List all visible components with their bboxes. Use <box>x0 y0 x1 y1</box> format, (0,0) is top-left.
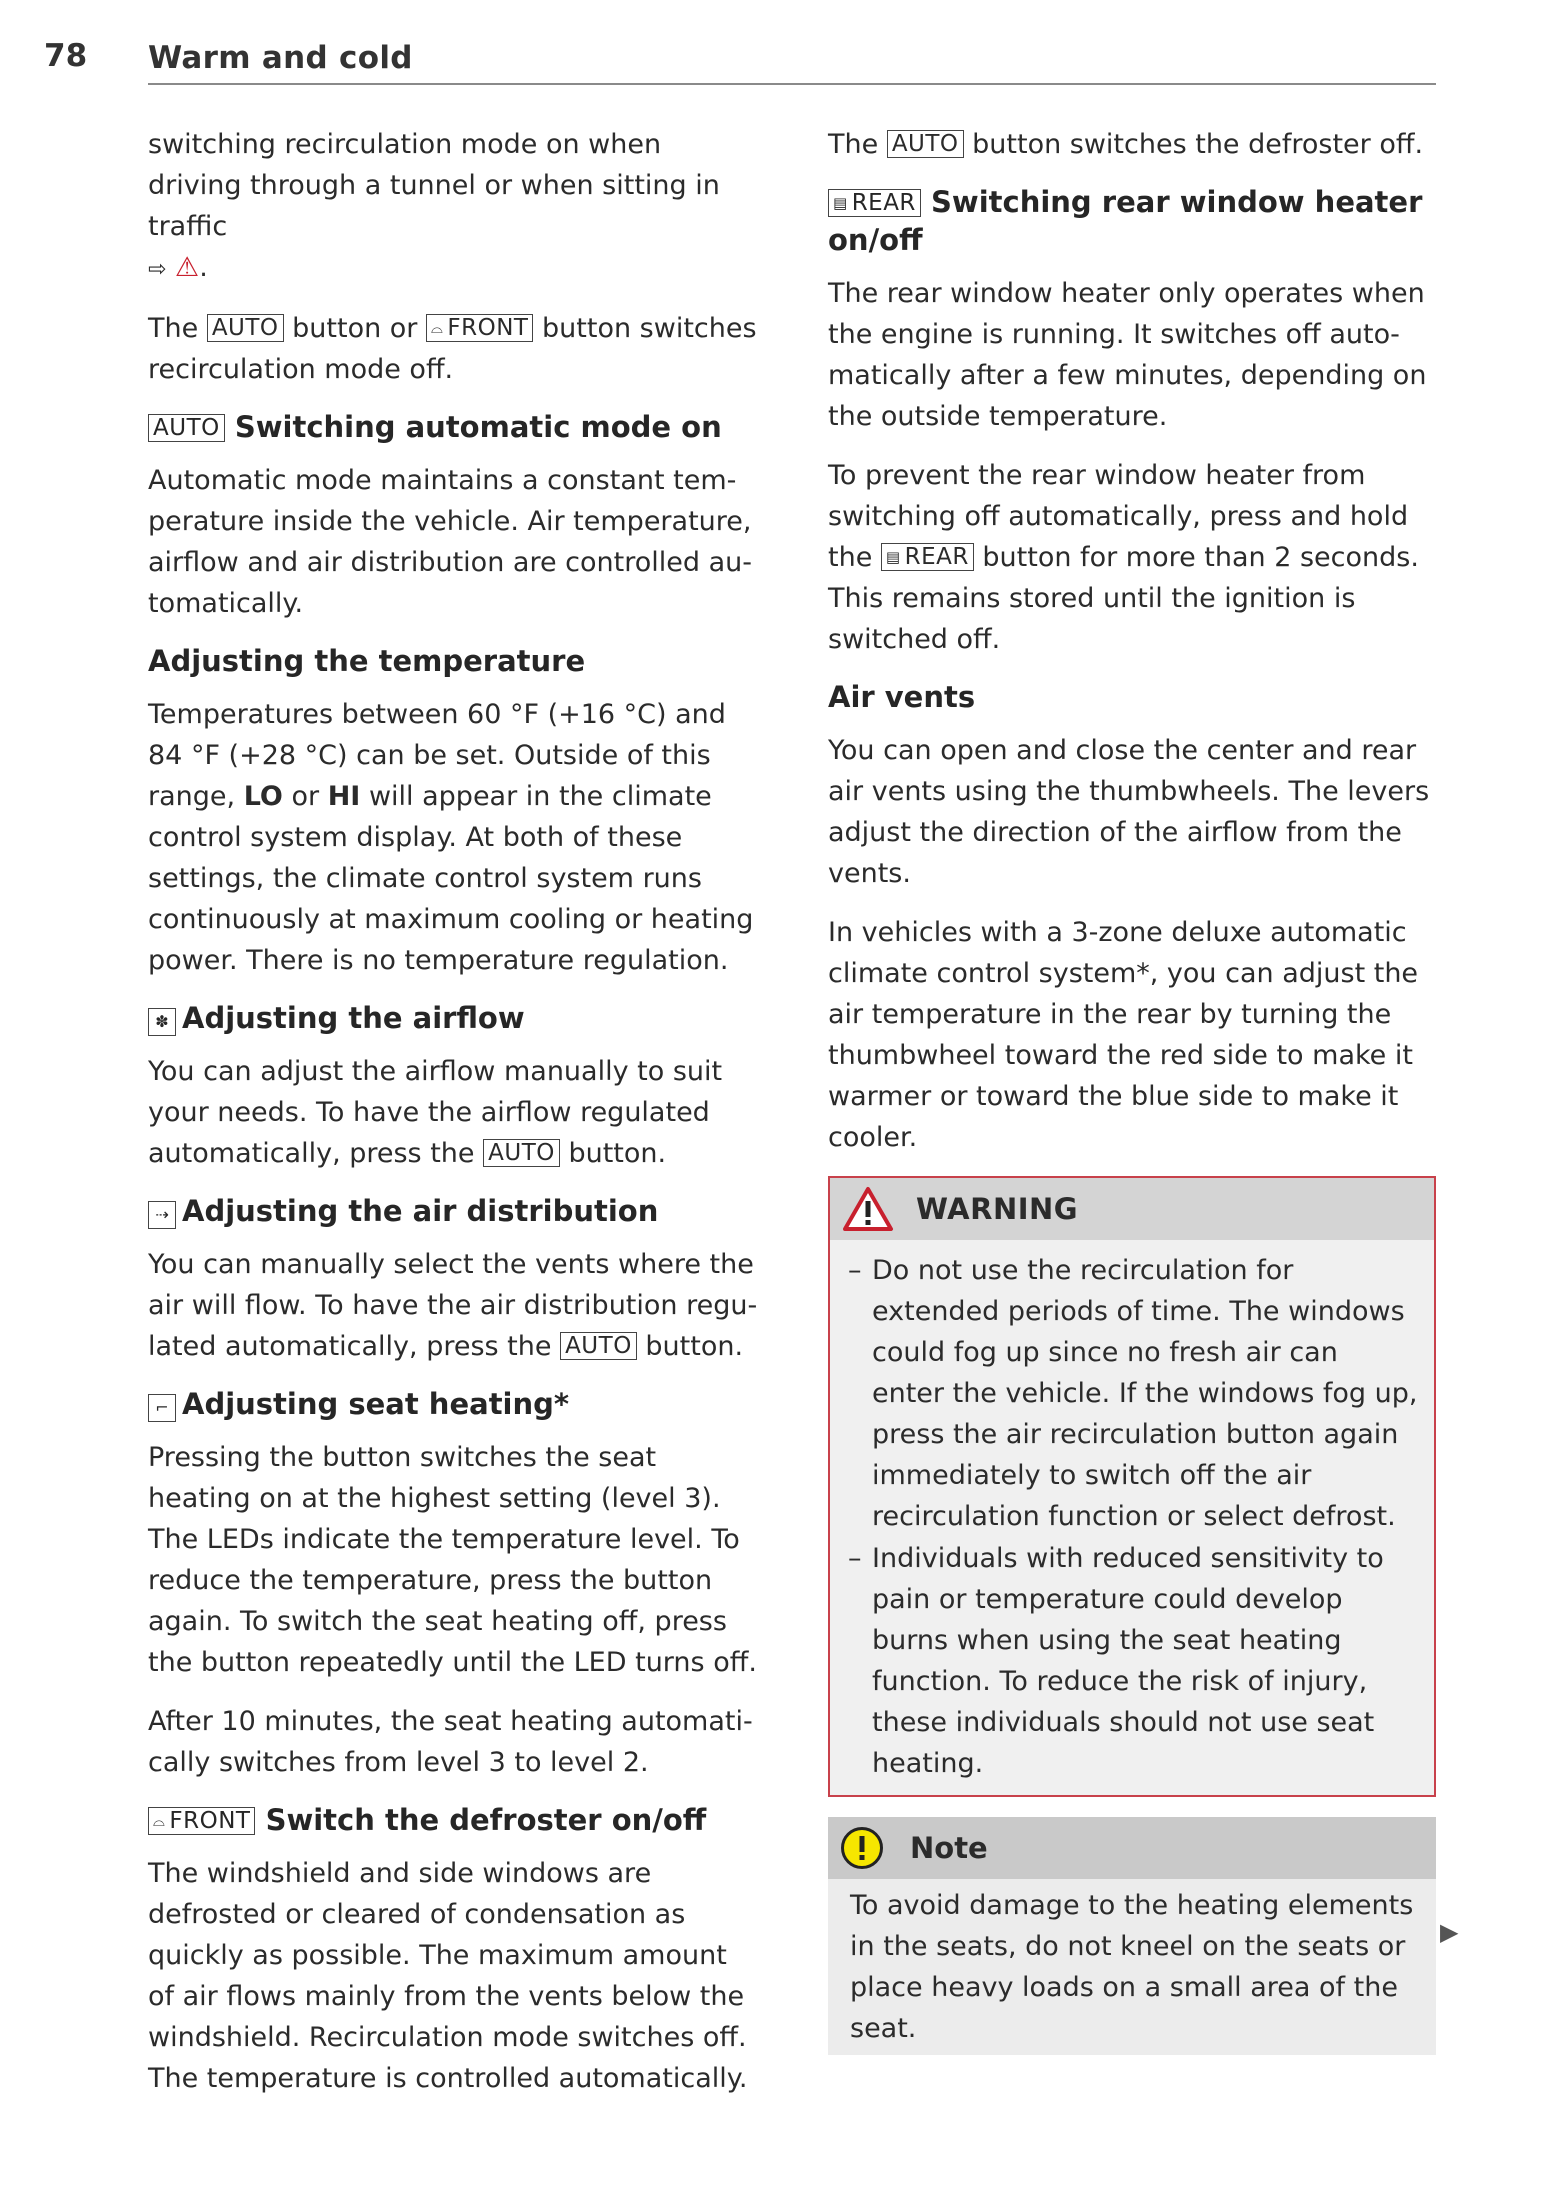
defrost-icon: ⌓ <box>153 1812 166 1830</box>
air-distribution-icon: ⇢ <box>148 1201 176 1229</box>
warning-triangle-icon <box>842 1186 894 1232</box>
heading-seat-heating: ⌐ Adjusting seat heating* <box>148 1385 758 1423</box>
rear-key-label: ▤ REAR <box>828 189 921 217</box>
warning-item: – Individuals with reduced sensitivity to pain or temperature could develop burns when using the seat heating function. To reduce the risk of injury, these individuals should not use seat heating. <box>848 1538 1418 1784</box>
seat-heating-icon: ⌐ <box>148 1394 176 1422</box>
warning-triangle-icon: ⚠ <box>175 252 200 283</box>
paragraph-air-distribution: You can manually select the vents where the air will flow. To have the air distribution regulated automatically, press the AUTO button. <box>148 1249 758 1362</box>
note-text: To avoid damage to the heating elements in the seats, do not kneel on the seats or place heavy loads on a small area of the seat. <box>850 1890 1414 2044</box>
front-key-label: ⌓ FRONT <box>426 314 533 342</box>
page-number: 78 <box>44 38 88 74</box>
paragraph-recirculation: switching recirculation mode on when driving through a tunnel or when sitting in traffic ⇨ ⚠. <box>148 129 720 283</box>
paragraph-seat-heating: Pressing the button switches the seat heating on at the highest setting (level 3). The LEDs indicate the temperature level. To reduce the temperature, press the button again. To switch the seat heating off, press the button repeatedly until the LED turns off. <box>148 1442 757 1678</box>
warning-box <box>828 1176 1436 1797</box>
rear-defrost-icon: ▤ <box>885 548 901 566</box>
paragraph-air-vents: You can open and close the center and rear air vents using the thumbwheels. The levers adjust the direction of the airflow from the vents. <box>828 735 1430 889</box>
auto-key-label: AUTO <box>148 414 225 442</box>
right-column <box>828 124 1436 2055</box>
paragraph-temperature: Temperatures between 60 °F (+16 °C) and 84 °F (+28 °C) can be set. Outside of this range, LO or HI will appear in the climate control system display. At both of these settings, the climate control system runs continuously at maximum cooling or heating power. There is no temperature regulation. <box>148 699 754 976</box>
warning-title: WARNING <box>916 1192 1079 1226</box>
heading-air-distribution: ⇢ Adjusting the air distribution <box>148 1192 758 1230</box>
auto-key-label: AUTO <box>887 130 964 158</box>
continue-arrow-icon: ▶ <box>1440 1918 1459 1946</box>
running-head: Warm and cold <box>148 40 413 76</box>
defrost-icon: ⌓ <box>431 319 444 337</box>
note-header <box>828 1817 1436 1879</box>
paragraph-defroster-off: The AUTO button switches the defroster off. <box>828 129 1424 160</box>
rear-key-label: ▤ REAR <box>881 543 974 571</box>
heading-airflow: ✽ Adjusting the airflow <box>148 999 758 1037</box>
paragraph-rear-heater-hold: To prevent the rear window heater from switching off automatically, press and hold the ▤ REAR button for more than 2 seconds. This remains stored until the ignition is switched off. <box>828 460 1419 655</box>
header-rule <box>148 83 1436 85</box>
warning-body <box>830 1240 1434 1795</box>
fan-icon: ✽ <box>148 1008 176 1036</box>
paragraph-airflow: You can adjust the airflow manually to suit your needs. To have the airflow regulated automatically, press the AUTO button. <box>148 1056 723 1169</box>
left-column <box>148 124 758 2117</box>
note-title: Note <box>910 1831 988 1865</box>
warning-item: – Do not use the recirculation for extended periods of time. The windows could fog up since no fresh air can enter the vehicle. If the windows fog up, press the air recirculation button again immediately to switch off the air recirculation function or select defrost. <box>848 1250 1418 1537</box>
auto-key-label: AUTO <box>560 1332 637 1360</box>
exclamation-circle-icon <box>840 1826 884 1870</box>
heading-automatic-mode: AUTO Switching automatic mode on <box>148 408 758 446</box>
paragraph-3-zone: In vehicles with a 3-zone deluxe automatic climate control system*, you can adjust the air temperature in the rear by turning the thumbwheel toward the red side to make it warmer or toward the blue side to make it cooler. <box>828 917 1419 1153</box>
heading-defroster: ⌓ FRONT Switch the defroster on/off <box>148 1801 758 1839</box>
auto-key-label: AUTO <box>207 314 284 342</box>
auto-key-label: AUTO <box>483 1139 560 1167</box>
note-body <box>828 1879 1436 2055</box>
rear-defrost-icon: ▤ <box>833 194 848 212</box>
heading-air-vents: Air vents <box>828 680 976 714</box>
paragraph-rear-heater: The rear window heater only operates when the engine is running. It switches off automatically after a few minutes, depending on the outside temperature. <box>828 278 1427 432</box>
heading-rear-window-heater: ▤ REAR Switching rear window heater on/off <box>828 185 1423 257</box>
cross-reference-arrow-icon[interactable]: ⇨ <box>148 257 167 282</box>
paragraph-automatic-mode: Automatic mode maintains a constant temperature inside the vehicle. Air temperature, airflow and air distribution are controlled automatically. <box>148 465 752 619</box>
paragraph-seat-heating-timer: After 10 minutes, the seat heating automatically switches from level 3 to level 2. <box>148 1706 753 1778</box>
paragraph-recirculation-off: The AUTO button or ⌓ FRONT button switches recirculation mode off. <box>148 313 757 385</box>
front-key-label: ⌓ FRONT <box>148 1807 255 1835</box>
warning-header <box>830 1178 1434 1240</box>
heading-temperature: Adjusting the temperature <box>148 644 586 678</box>
paragraph-defroster: The windshield and side windows are defrosted or cleared of condensation as quickly as possible. The maximum amount of air flows mainly from the vents below the windshield. Recirculation mode switches off. The temperature is controlled automatically. <box>148 1858 748 2094</box>
note-box <box>828 1817 1436 2055</box>
